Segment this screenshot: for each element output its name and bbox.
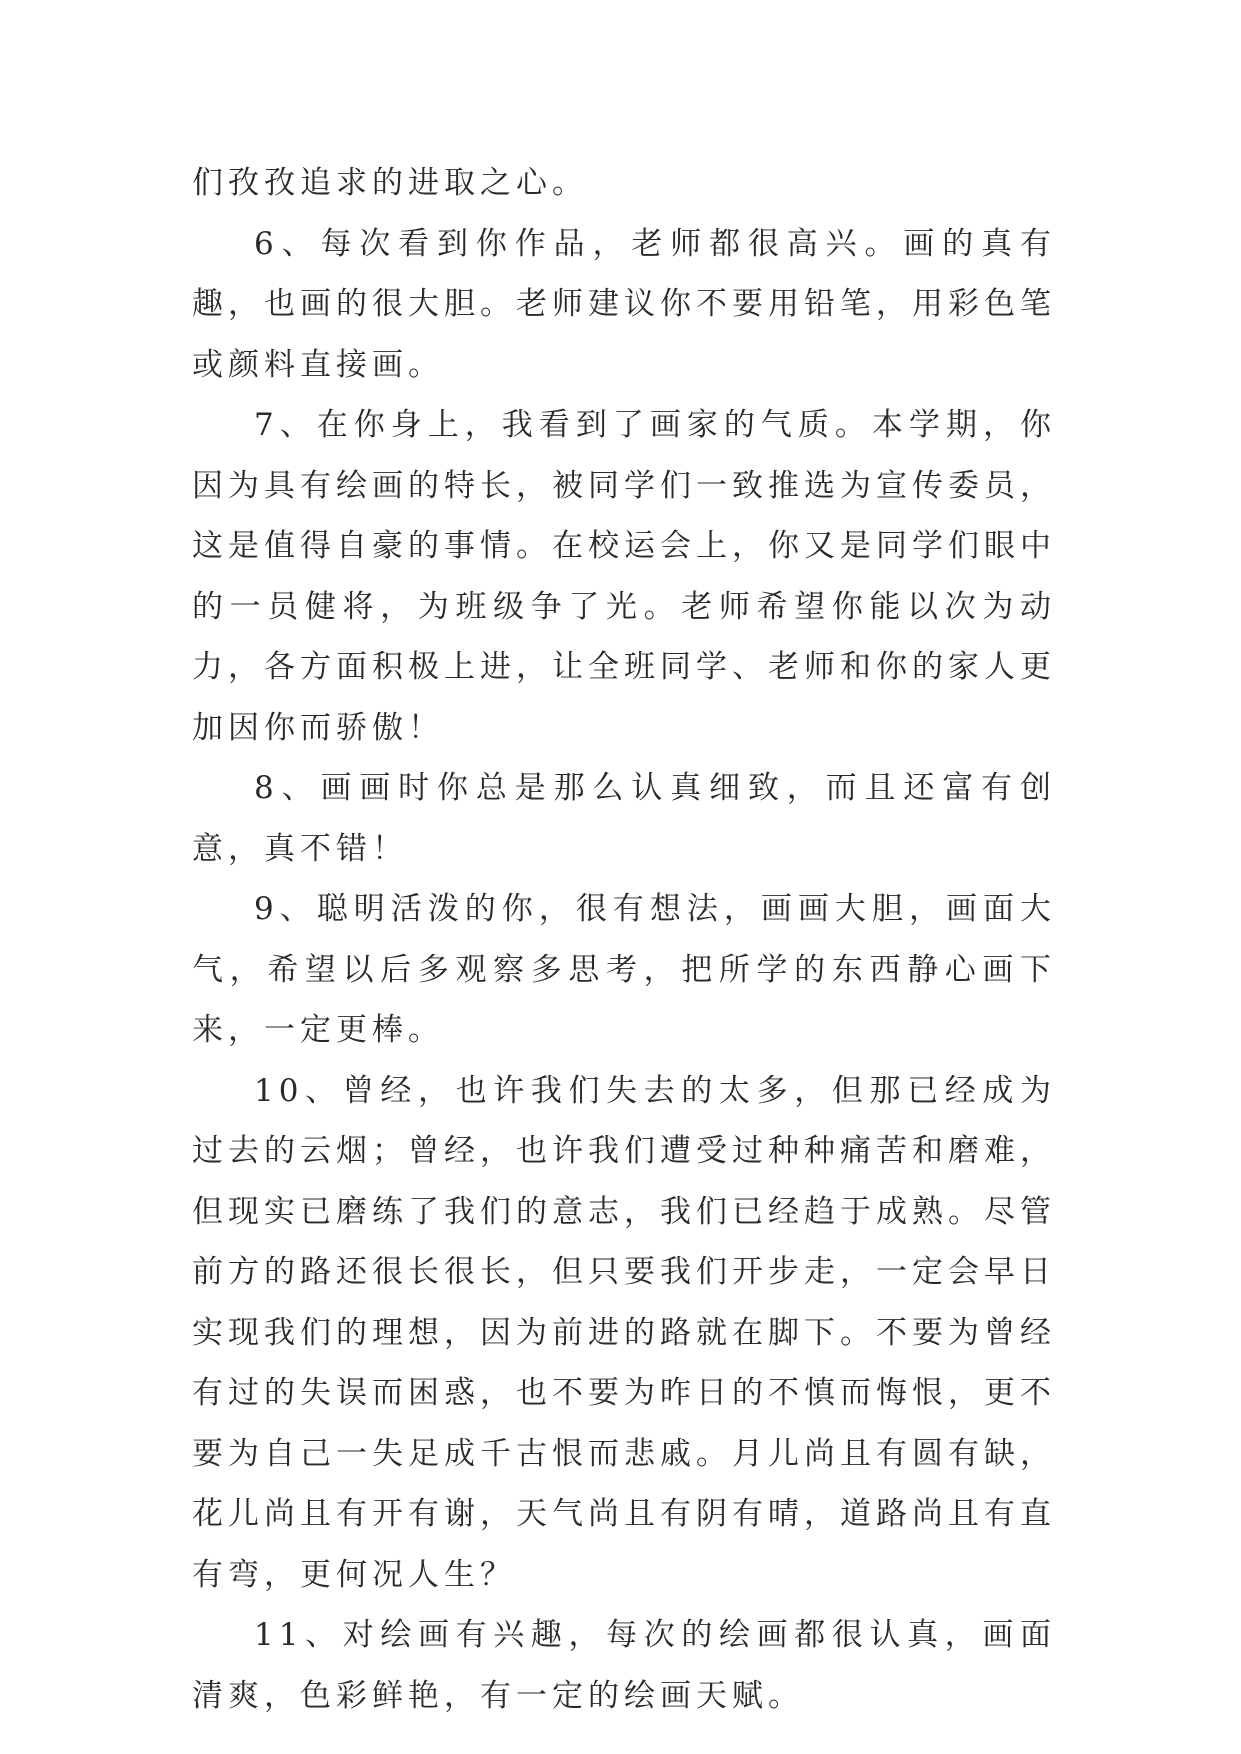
paragraph-comment-10: 10、曾经，也许我们失去的太多，但那已经成为过去的云烟；曾经，也许我们遭受过种种痛苦和磨难，但现实已磨练了我们的意志，我们已经趋于成熟。尽管前方的路还很长很长，但只要我们开步走，一定会早日实现我们的理想，因为前进的路就在脚下。不要为曾经有过的失误而困惑，也不要为昨日的不慎而悔恨，更不要为自己一失足成千古恨而悲戚。月儿尚且有圆有缺，花儿尚且有开有谢，天气尚且有阴有晴，道路尚且有直有弯，更何况人生？	[192, 1072, 1056, 1593]
paragraph-continuation: 们孜孜追求的进取之心。	[192, 165, 588, 201]
paragraph-comment-8: 8、画画时你总是那么认真细致，而且还富有创意，真不错！	[192, 770, 1056, 867]
document-body	[192, 153, 1056, 1726]
paragraph-comment-9: 9、聪明活泼的你，很有想法，画画大胆，画面大气，希望以后多观察多思考，把所学的东西静心画下来，一定更棒。	[192, 891, 1056, 1048]
paragraph-comment-11: 11、对绘画有兴趣，每次的绘画都很认真，画面清爽，色彩鲜艳，有一定的绘画天赋。	[192, 1617, 1056, 1714]
paragraph-comment-6: 6、每次看到你作品，老师都很高兴。画的真有趣，也画的很大胆。老师建议你不要用铅笔，用彩色笔或颜料直接画。	[192, 225, 1056, 383]
paragraph-comment-7: 7、在你身上，我看到了画家的气质。本学期，你因为具有绘画的特长，被同学们一致推选为宣传委员，这是值得自豪的事情。在校运会上，你又是同学们眼中的一员健将，为班级争了光。老师希望你能以次为动力，各方面积极上进，让全班同学、老师和你的家人更加因你而骄傲！	[192, 407, 1056, 746]
